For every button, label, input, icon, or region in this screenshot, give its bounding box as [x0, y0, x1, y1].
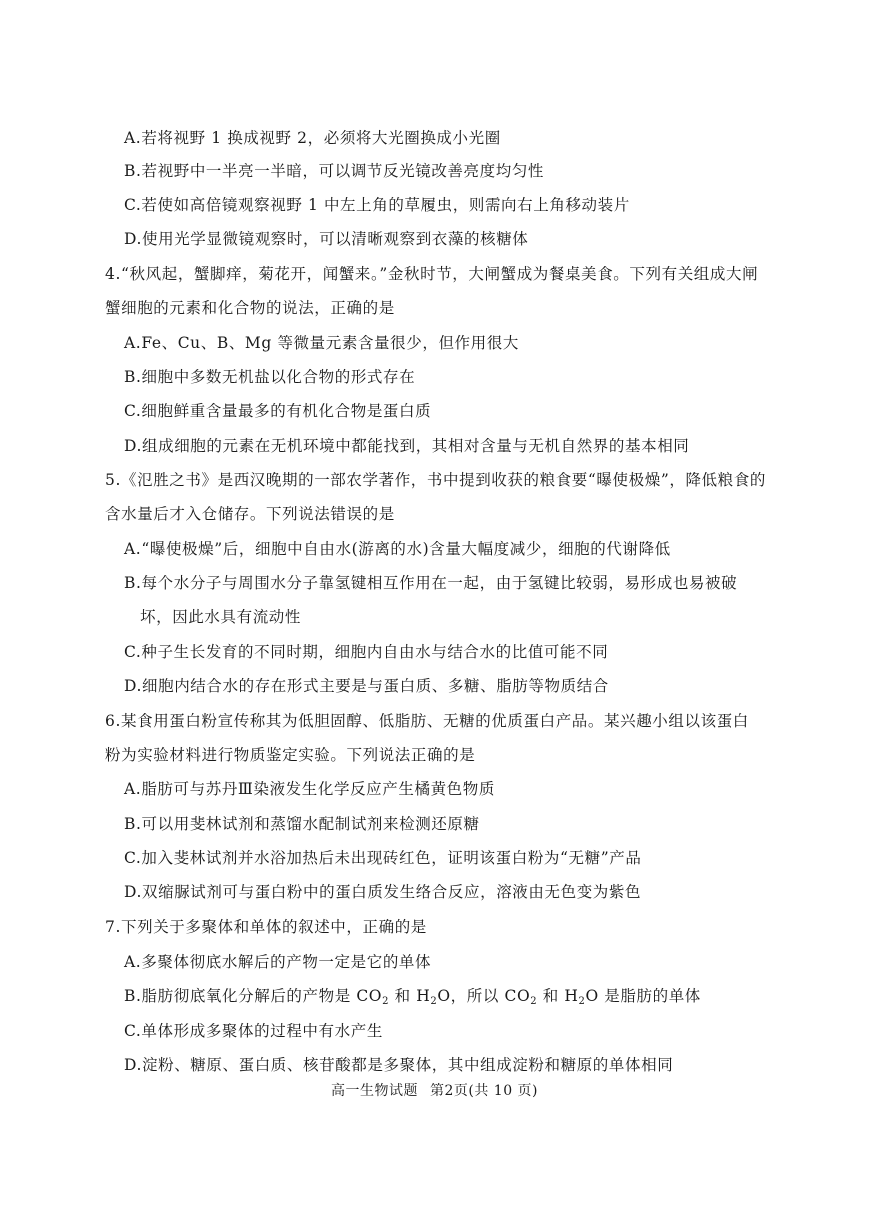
q4-option-d: D.组成细胞的元素在无机环境中都能找到，其相对含量与无机自然界的基本相同 [124, 437, 690, 455]
q4-option-b: B.细胞中多数无机盐以化合物的形式存在 [124, 368, 416, 386]
subscript: 2 [530, 996, 538, 1007]
q6-option-a: A.脂肪可与苏丹Ⅲ染液发生化学反应产生橘黄色物质 [124, 780, 495, 798]
q4-option-c: C.细胞鲜重含量最多的有机化合物是蛋白质 [124, 402, 432, 420]
q7-option-b-text-5: O 是脂肪的单体 [585, 987, 701, 1005]
q7-option-d: D.淀粉、糖原、蛋白质、核苷酸都是多聚体，其中组成淀粉和糖原的单体相同 [124, 1056, 674, 1074]
q7-option-c: C.单体形成多聚体的过程中有水产生 [124, 1022, 383, 1040]
q6-stem-line1: 6.某食用蛋白粉宣传称其为低胆固醇、低脂肪、无糖的优质蛋白产品。某兴趣小组以该蛋白 [105, 712, 749, 730]
q7-stem: 7.下列关于多聚体和单体的叙述中，正确的是 [105, 918, 427, 936]
q6-stem-line2: 粉为实验材料进行物质鉴定实验。下列说法正确的是 [105, 746, 476, 764]
q3-option-a: A.若将视野 1 换成视野 2，必须将大光圈换成小光圈 [124, 129, 501, 147]
footer-title: 高一生物试题 [330, 1083, 418, 1099]
q6-option-d: D.双缩脲试剂可与蛋白粉中的蛋白质发生络合反应，溶液由无色变为紫色 [124, 883, 642, 901]
q5-option-a: A.“曝使极燥”后，细胞中自由水(游离的水)含量大幅度减少，细胞的代谢降低 [124, 540, 671, 558]
q7-option-b-text-4: 和 H [537, 987, 579, 1005]
q7-option-b-text-2: 和 H [389, 987, 431, 1005]
q6-option-c: C.加入斐林试剂并水浴加热后未出现砖红色，证明该蛋白粉为“无糖”产品 [124, 849, 642, 867]
q3-option-b: B.若视野中一半亮一半暗，可以调节反光镜改善亮度均匀性 [124, 162, 545, 180]
q4-stem-line2: 蟹细胞的元素和化合物的说法，正确的是 [105, 299, 395, 317]
subscript: 2 [382, 996, 390, 1007]
subscript: 2 [430, 996, 438, 1007]
q3-option-d: D.使用光学显微镜观察时，可以清晰观察到衣藻的核糖体 [124, 230, 529, 248]
q5-option-b-line1: B.每个水分子与周围水分子靠氢键相互作用在一起，由于氢键比较弱，易形成也易被破 [124, 574, 738, 592]
q5-option-b-line2: 坏，因此水具有流动性 [140, 608, 302, 626]
q5-stem-line1: 5.《氾胜之书》是西汉晚期的一部农学著作，书中提到收获的粮食要“曝使极燥”，降低粮食的 [105, 471, 766, 489]
q6-option-b: B.可以用斐林试剂和蒸馏水配制试剂来检测还原糖 [124, 815, 480, 833]
q5-option-d: D.细胞内结合水的存在形式主要是与蛋白质、多糖、脂肪等物质结合 [124, 677, 609, 695]
q5-option-c: C.种子生长发育的不同时期，细胞内自由水与结合水的比值可能不同 [124, 643, 609, 661]
subscript: 2 [578, 996, 586, 1007]
q7-option-a: A.多聚体彻底水解后的产物一定是它的单体 [124, 953, 432, 971]
q7-option-b-text-3: O，所以 CO [437, 987, 531, 1005]
q4-stem-line1: 4.“秋风起，蟹脚痒，菊花开，闻蟹来。”金秋时节，大闸蟹成为餐桌美食。下列有关组成大闸 [105, 265, 759, 283]
q7-option-b [124, 986, 701, 1006]
q3-option-c: C.若使如高倍镜观察视野 1 中左上角的草履虫，则需向右上角移动装片 [124, 196, 630, 214]
q4-option-a: A.Fe、Cu、B、Mg 等微量元素含量很少，但作用很大 [124, 334, 519, 352]
q5-stem-line2: 含水量后才入仓储存。下列说法错误的是 [105, 505, 395, 523]
q7-option-b-text-1: B.脂肪彻底氧化分解后的产物是 CO [124, 987, 383, 1005]
page-footer [0, 1080, 869, 1100]
footer-page-number: 第2页(共 10 页) [429, 1083, 539, 1099]
